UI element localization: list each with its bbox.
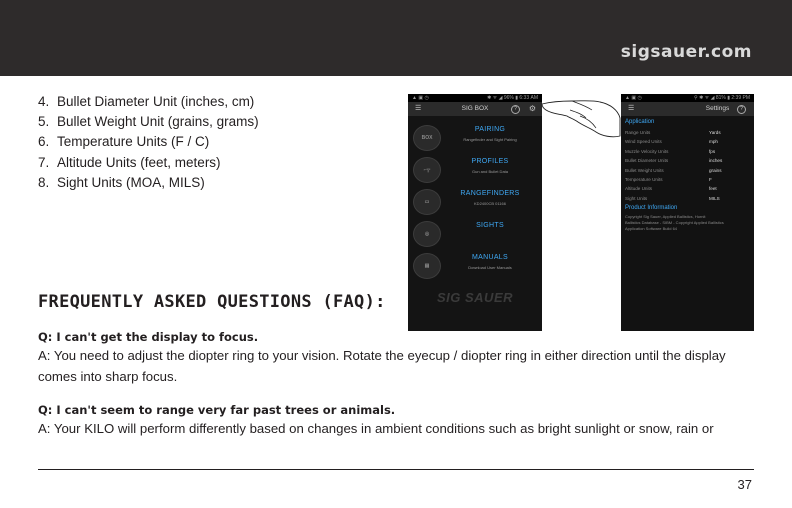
settings-list (38, 92, 259, 193)
brand-url[interactable]: sigsauer.com (620, 42, 752, 62)
setting-row[interactable]: Bullet Diameter Units inches (625, 158, 723, 164)
footer-divider (38, 469, 754, 470)
setting-row[interactable]: Wind Speed Units mph (625, 139, 718, 145)
faq-question: Q: I can't seem to range very far past trees or animals. (38, 403, 396, 417)
setting-row[interactable]: Sight Units MILS (625, 195, 720, 201)
menu-item-profiles[interactable]: ⌐╦ PROFILES Gun and Bullet Data (408, 154, 542, 185)
copyright-line: Ballistics Database - SIBM - Copyright Applied Ballistics (625, 220, 724, 225)
page-number: 37 (737, 477, 752, 492)
help-icon[interactable]: ? (737, 105, 746, 114)
box-icon: BOX (413, 125, 441, 151)
status-bar: ▲ ▣ ◷ ✱ ᯤ ◢ 96% ▮ 6:33 AM (408, 94, 542, 102)
hand-pointer-icon (540, 92, 622, 142)
menu-item-sights[interactable]: ◎ SIGHTS (408, 218, 542, 249)
rifle-icon: ⌐╦ (413, 157, 441, 183)
app-title: SIG BOX (461, 105, 489, 112)
faq-answer: A: You need to adjust the diopter ring to your vision. Rotate the eyecup / diopter ring in either direction until the display comes into sharp focus. (38, 348, 726, 384)
sight-icon: ◎ (413, 221, 441, 247)
list-item: 4. Bullet Diameter Unit (inches, cm) (38, 94, 255, 109)
phone-sigbox-screenshot (408, 94, 542, 331)
setting-row[interactable]: Temperature Units F (625, 177, 712, 182)
status-bar: ▲ ▣ ◷ ⚲ ✱ ᯤ ◢ 81% ▮ 2:39 PM (621, 94, 754, 102)
setting-row[interactable]: Muzzle Velocity Units fps (625, 148, 716, 154)
menu-item-rangefinders[interactable]: ▭ RANGEFINDERS KD2400CB 01166 (408, 186, 542, 217)
manual-icon: ▤ (413, 253, 441, 279)
app-bar (408, 102, 542, 116)
setting-row[interactable]: Bullet Weight Units grains (625, 167, 722, 173)
list-item: 6. Temperature Units (F / C) (38, 134, 210, 150)
settings-panel (621, 116, 754, 331)
sig-sauer-logo: SIG SAUER (436, 290, 513, 305)
app-title: Settings (705, 105, 730, 112)
faq-heading: FREQUENTLY ASKED QUESTIONS (FAQ): (38, 292, 386, 312)
copyright-line: Application Software Build 64 (625, 226, 678, 231)
list-item: 7. Altitude Units (feet, meters) (38, 154, 221, 170)
header-bar (0, 0, 792, 76)
hamburger-icon[interactable]: ☰ (628, 105, 635, 112)
faq-answer: A: Your KILO will perform differently based on changes in ambient conditions such as bright sunlight or snow, rain or (38, 421, 714, 436)
list-item: 8. Sight Units (MOA, MILS) (38, 174, 205, 190)
section-application: Application (625, 119, 655, 125)
section-product-information: Product Information (625, 205, 678, 211)
help-icon[interactable]: ? (511, 105, 520, 114)
phone-settings-screenshot (621, 94, 754, 331)
faq-question: Q: I can't get the display to focus. (38, 330, 259, 344)
copyright-line: Copyright Sig Sauer, Applied Ballistics, Hornit (625, 214, 706, 219)
menu-item-pairing[interactable]: BOX PAIRING Rangefinder and Sight Pairing (408, 122, 542, 153)
gear-icon[interactable]: ⚙ (528, 104, 536, 113)
setting-row[interactable]: Altitude Units feet (625, 186, 717, 192)
rangefinder-icon: ▭ (413, 189, 441, 215)
setting-row[interactable]: Range Units Yards (625, 130, 721, 135)
hamburger-icon[interactable]: ☰ (415, 105, 422, 112)
list-item: 5. Bullet Weight Unit (grains, grams) (38, 114, 259, 130)
menu-item-manuals[interactable]: ▤ MANUALS Download User Manuals (408, 250, 542, 281)
app-bar (621, 102, 754, 116)
